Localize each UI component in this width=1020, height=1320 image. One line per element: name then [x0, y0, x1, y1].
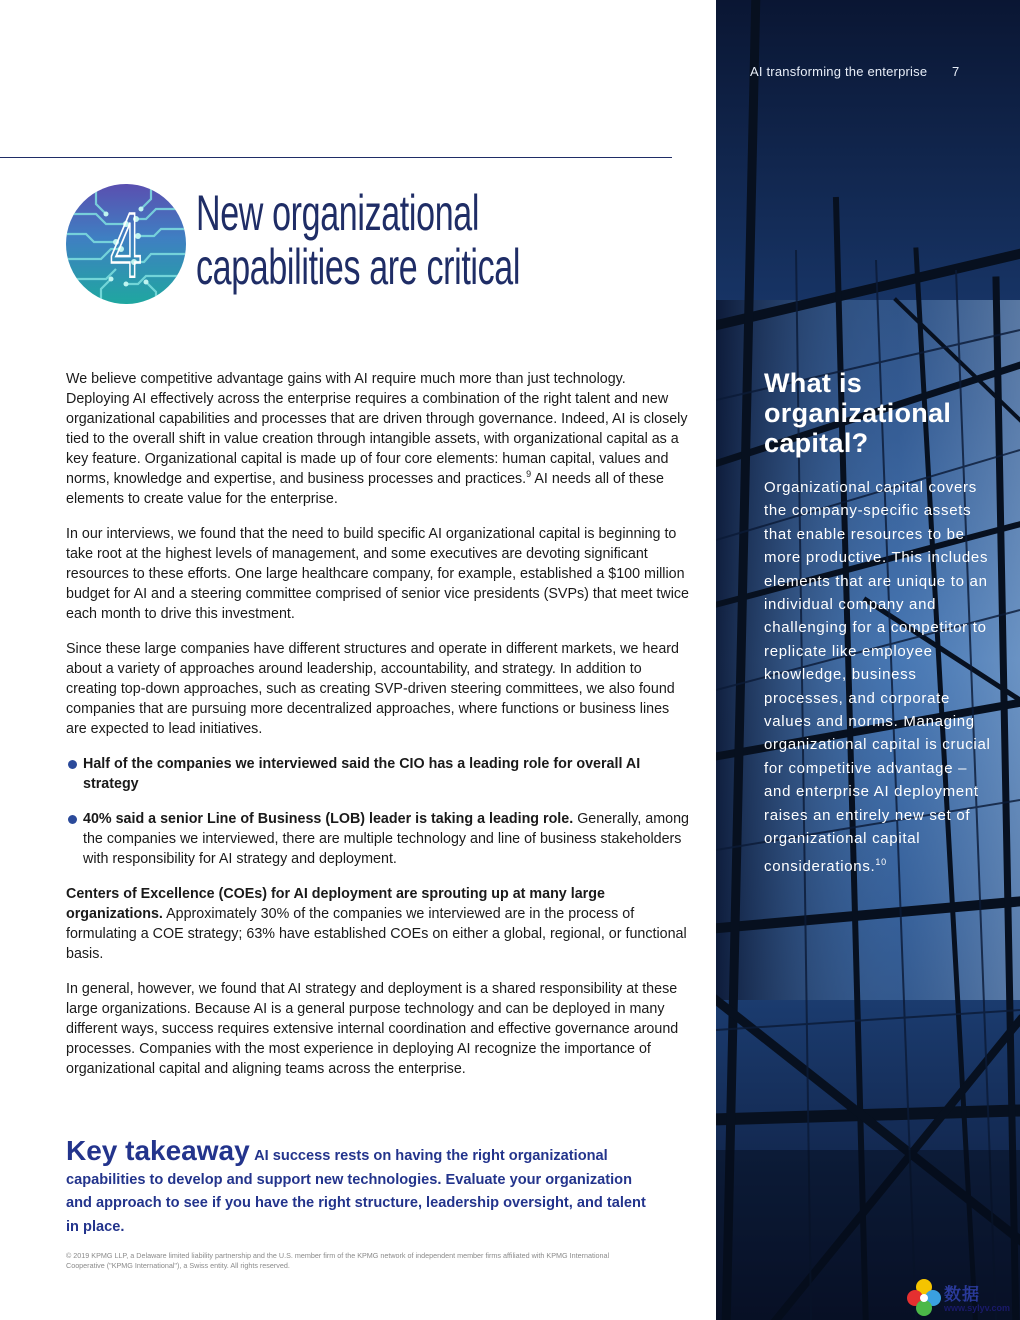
sidebar-body-text: Organizational capital covers the company-specific assets that enable resources to be more productive. This includes elements that are unique to an individual company and challenging for a competitor to replicate like employee knowledge, business processes, and corporate values and norms. Managing organizational capital is crucial for competitive advantage – and enterprise AI deployment raises an entirely new set of organizational capital considerations.	[764, 479, 991, 875]
page-number: 7	[952, 64, 960, 79]
sidebar-panel	[716, 0, 1020, 1320]
key-takeaway-label: Key takeaway	[66, 1135, 250, 1166]
paragraph-5: In general, however, we found that AI strategy and deployment is a shared responsibility at these large organizations. Because AI is a general purpose technology and can be deployed in many different ways, success requires extensive internal coordination and effective governance around processes. Companies with the most experience in deploying AI recognize the importance of organizational capital and aligning teams across the enterprise.	[66, 981, 679, 1077]
paragraph-2: In our interviews, we found that the need to build specific AI organizational capital is beginning to take root at the highest levels of management, and some executives are devoting significant resources to these efforts. One large healthcare company, for example, established a $100 million budget for AI and a steering committee comprised of senior vice presidents (SVPs) that meet twice each month to drive this investment.	[66, 526, 690, 622]
bullet-item-cio: Half of the companies we interviewed said the CIO has a leading role for overall AI strategy	[66, 754, 691, 794]
watermark-text: 数据	[944, 1285, 980, 1304]
sidebar-heading: What is organizational capital?	[764, 368, 952, 458]
section-number: 4	[110, 195, 142, 298]
footnote-ref-9: 9	[526, 469, 532, 480]
circuit-board-number-badge	[66, 184, 186, 304]
paragraph-coe: Centers of Excellence (COEs) for AI deployment are sprouting up at many large organizations. Approximately 30% of the companies we interviewed are in the process of formulating a COE strategy; 63% have established COEs on either a global, regional, or functional basis.	[66, 886, 687, 962]
bullet-dot	[68, 760, 77, 769]
bullet-dot	[68, 815, 77, 824]
section-title-line-1: New organizational	[196, 185, 480, 241]
watermark-url: www.sylyv.com	[944, 1303, 1011, 1313]
bullet-item-lob: 40% said a senior Line of Business (LOB) leader is taking a leading role. Generally, among the companies we interviewed, there are multiple technology and line of business stakeholders with responsibility for AI strategy and deployment.	[66, 809, 691, 869]
running-header-title: AI transforming the enterprise	[750, 64, 928, 79]
paragraph-3: Since these large companies have different structures and operate in different markets, we heard about a variety of approaches around leadership, accountability, and strategy. In addition to creating top-down approaches, such as creating SVP-driven steering committees, we also found companies that are pursuing more decentralized approaches, where functions or business lines are expected to lead initiatives.	[66, 641, 679, 737]
paragraph-1: We believe competitive advantage gains with AI require much more than just technology. Deploying AI effectively across the enterprise requires a combination of the right talent and new organizational capabilities and processes that are driven through governance. Indeed, AI is closely tied to the overall shift in value creation through intangible assets, with organizational capital as a key feature. Organizational capital is made up of four core elements: human capital, values and norms, knowledge and expertise, and business processes and practices.$^9$ AI needs all of these elements to create value for the enterprise.	[66, 371, 688, 507]
key-takeaway-text: AI success rests on having the right organizational capabilities to develop and support new technologies. Evaluate your organization and approach to see if you have the right structure, leadership oversight, and talent in place.	[66, 1148, 646, 1235]
flower-logo-icon	[906, 1278, 942, 1316]
footnote-ref-10: 10	[875, 856, 887, 867]
copyright-notice: © 2019 KPMG LLP, a Delaware limited liability partnership and the U.S. member firm of the KPMG network of independent member firms affiliated with KPMG International Cooperative ("KPMG International"), a Swiss entity. All rights reserved.	[66, 1251, 610, 1270]
top-divider	[0, 157, 672, 158]
section-title	[196, 185, 521, 295]
section-title-line-2: capabilities are critical	[196, 239, 521, 295]
watermark-logo	[904, 1278, 1020, 1318]
key-takeaway	[66, 1134, 646, 1239]
sidebar-body	[764, 476, 994, 878]
